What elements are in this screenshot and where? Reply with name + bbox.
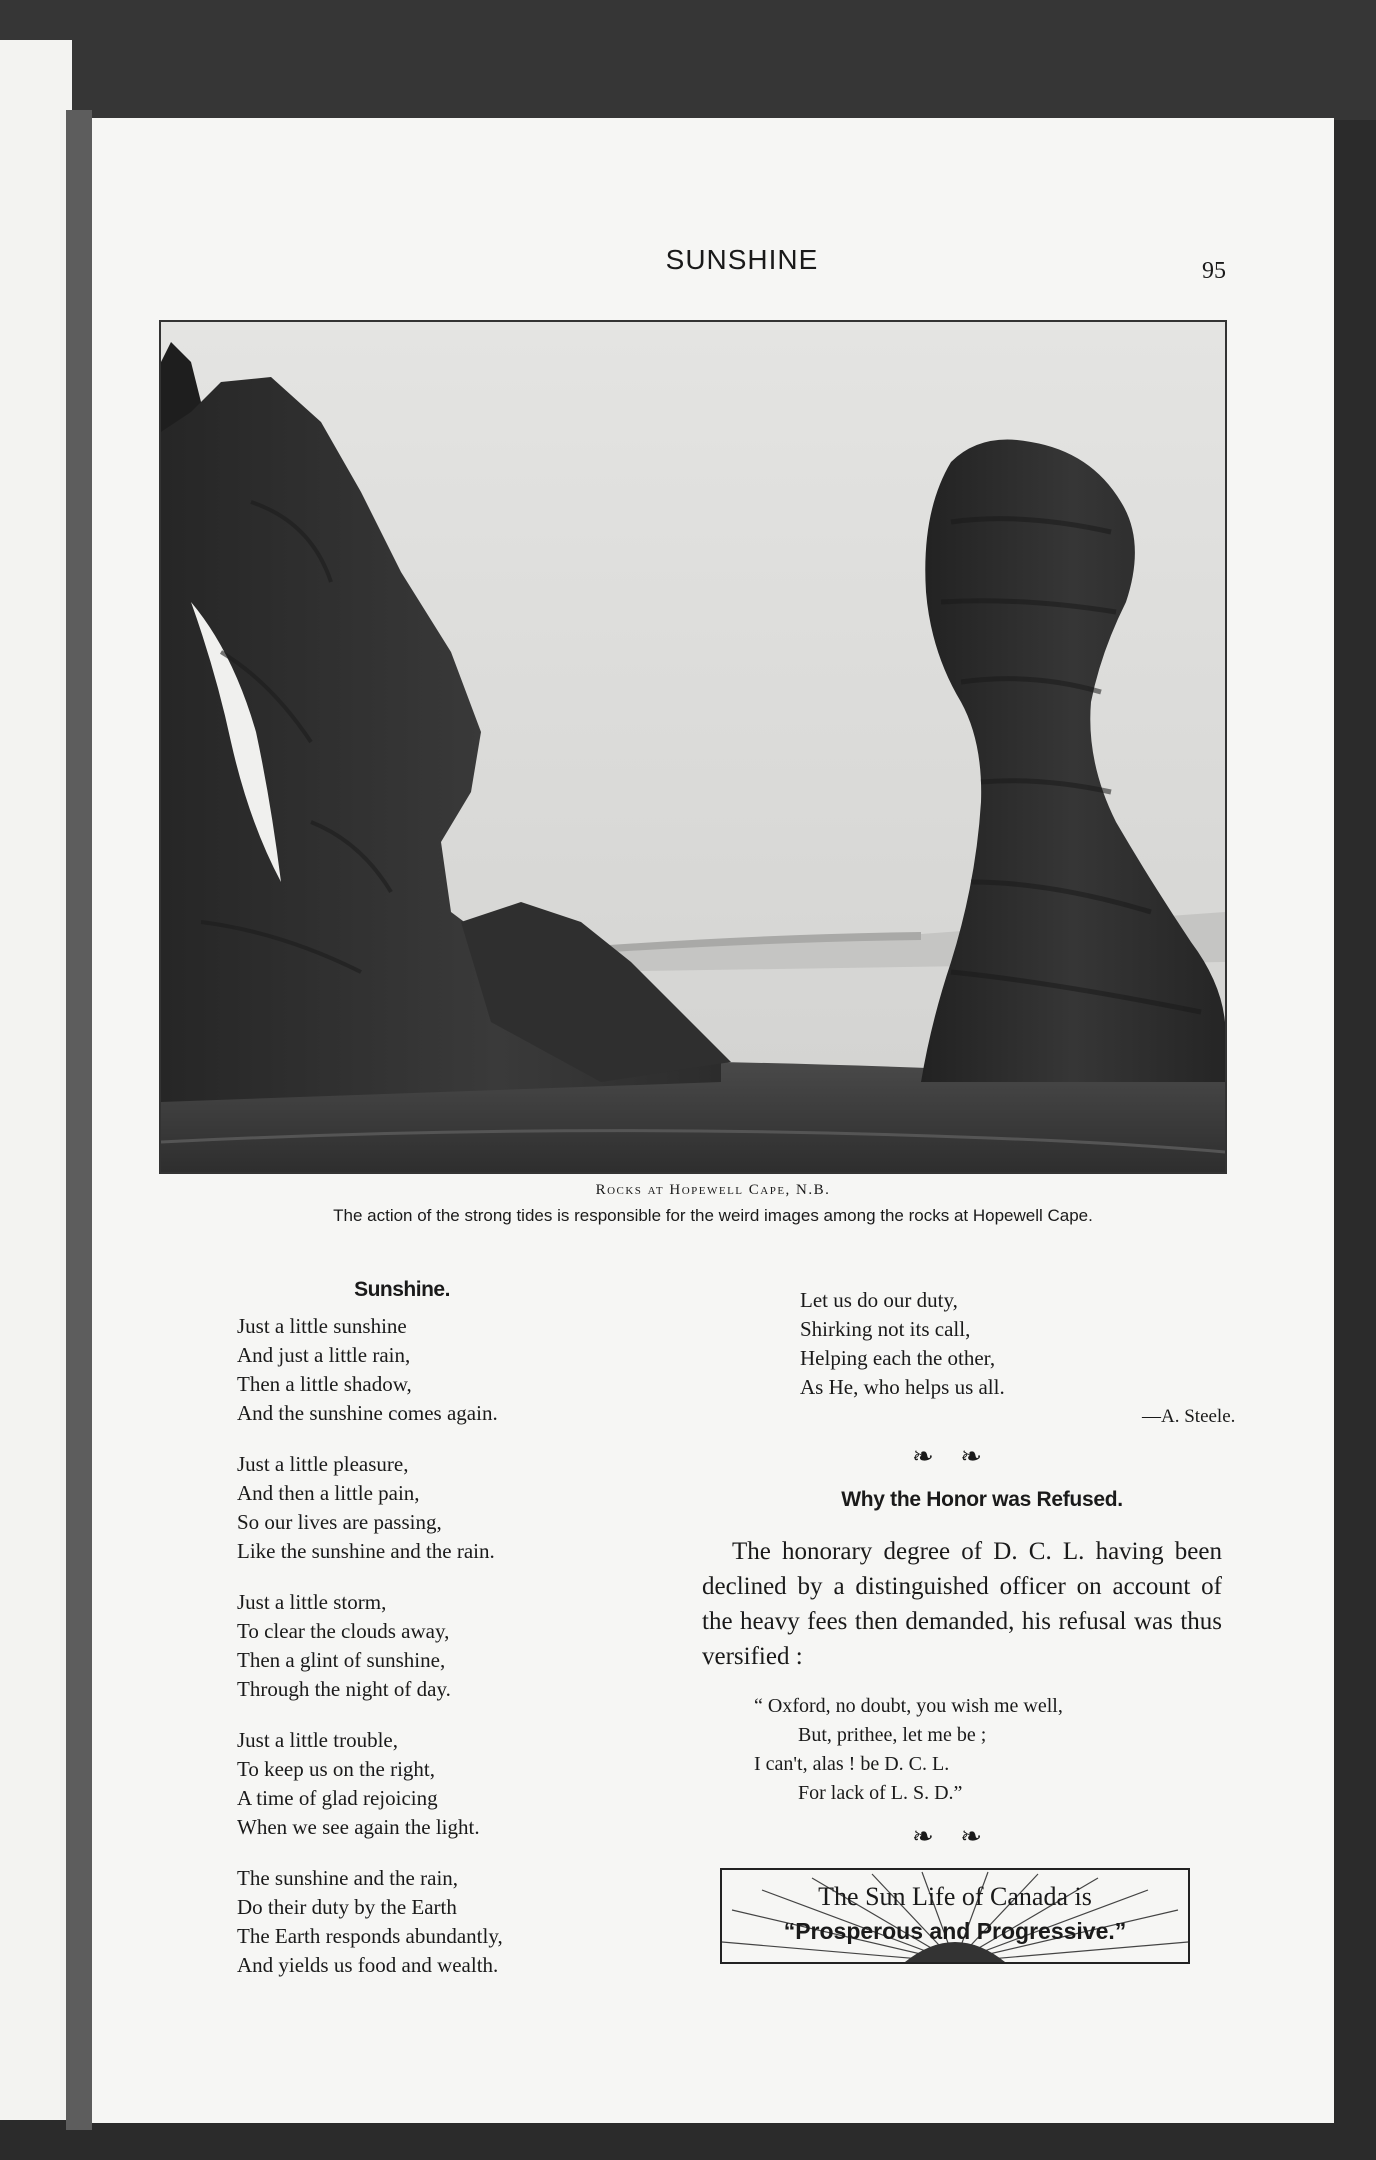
ad-line-1: The Sun Life of Canada is [818, 1882, 1092, 1911]
poem-line: Like the sunshine and the rain. [237, 1539, 495, 1563]
ornamental-divider: ❧ ❧ [911, 1822, 993, 1851]
poem-line: Then a glint of sunshine, [237, 1648, 446, 1672]
poem-stanza [237, 1450, 677, 1566]
poem-stanza [237, 1588, 677, 1704]
photo-caption-text: The action of the strong tides is responsible for the weird images among the rocks at Hopewell Cape. [333, 1206, 1093, 1225]
poem-line: And just a little rain, [237, 1343, 411, 1367]
poem-line: Just a little trouble, [237, 1728, 398, 1752]
poem-line: And yields us food and wealth. [237, 1953, 499, 1977]
poem-line: Then a little shadow, [237, 1372, 412, 1396]
poem-line: Just a little sunshine [237, 1314, 407, 1338]
page-number: 95 [1202, 258, 1226, 284]
poem-line: Shirking not its call, [800, 1317, 971, 1341]
sun-life-advertisement [720, 1868, 1190, 1964]
left-column [237, 1278, 677, 2002]
poem-attribution: —A. Steele. [1142, 1406, 1236, 1427]
scan-left-strip [0, 40, 72, 2120]
verse-line: For lack of L. S. D.” [798, 1782, 963, 1804]
poem-line: The Earth responds abundantly, [237, 1924, 503, 1948]
poem-line: Let us do our duty, [800, 1288, 958, 1312]
poem-stanza [237, 1726, 677, 1842]
verse-line: “ Oxford, no doubt, you wish me well, [754, 1695, 1063, 1717]
poem-stanza [237, 1312, 677, 1428]
poem-line: Just a little pleasure, [237, 1452, 409, 1476]
poem-line: To keep us on the right, [237, 1757, 435, 1781]
right-column [702, 1286, 1322, 1964]
poem-line: The sunshine and the rain, [237, 1866, 459, 1890]
poem-line: A time of glad rejoicing [237, 1786, 438, 1810]
poem-line: Do their duty by the Earth [237, 1895, 457, 1919]
article-title: Why the Honor was Refused. [841, 1488, 1123, 1511]
verse-line: I can't, alas ! be D. C. L. [754, 1753, 950, 1775]
poem-line: Through the night of day. [237, 1677, 451, 1701]
photo-caption-title: Rocks at Hopewell Cape, N.B. [595, 1182, 831, 1198]
poem-line: To clear the clouds away, [237, 1619, 450, 1643]
magazine-page [92, 118, 1334, 2123]
poem-line: And then a little pain, [237, 1481, 420, 1505]
quoted-verse [754, 1692, 1322, 1808]
verse-line: But, prithee, let me be ; [798, 1724, 987, 1746]
poem-line: Helping each the other, [800, 1346, 996, 1370]
poem-line: And the sunshine comes again. [237, 1401, 498, 1425]
poem-line: Just a little storm, [237, 1590, 387, 1614]
hopewell-rocks-photo [159, 320, 1227, 1174]
ad-line-2: “Prosperous and Progressive.” [783, 1918, 1127, 1944]
poem-stanza [800, 1286, 1322, 1402]
poem-stanza [237, 1864, 677, 1980]
poem-line: When we see again the light. [237, 1815, 480, 1839]
poem-line: As He, who helps us all. [800, 1375, 1005, 1399]
article-paragraph: The honorary degree of D. C. L. having been declined by a distinguished officer on account of the heavy fees then demanded, his refusal was thus versified : [702, 1538, 1222, 1670]
poem-title: Sunshine. [354, 1278, 450, 1301]
scan-top-band [0, 0, 1376, 120]
poem-line: So our lives are passing, [237, 1510, 442, 1534]
ornamental-divider: ❧ ❧ [911, 1442, 993, 1471]
book-spine [66, 110, 92, 2130]
rocks-illustration [161, 322, 1225, 1172]
running-head: SUNSHINE [665, 244, 819, 275]
